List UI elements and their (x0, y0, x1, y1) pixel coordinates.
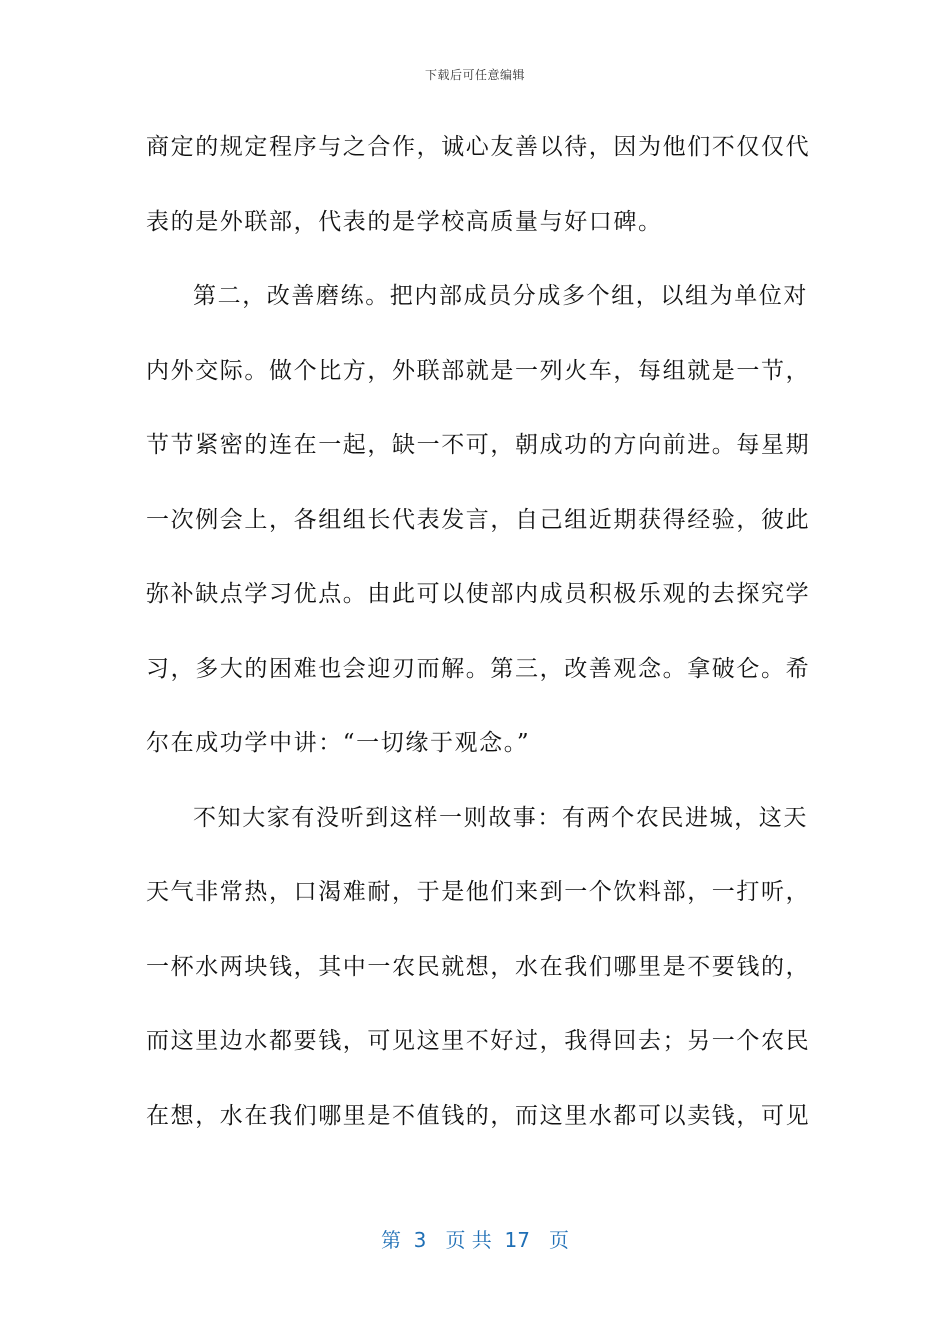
text-line: 一次例会上，各组组长代表发言，自己组近期获得经验，彼此 (146, 506, 811, 533)
text-line: 表的是外联部，代表的是学校高质量与好口碑。 (146, 208, 663, 235)
page-number-footer: 第 3 页 共 17 页 (380, 1228, 570, 1252)
text-line: 天气非常热，口渴难耐，于是他们来到一个饮料部，一打听， (146, 879, 811, 905)
text-line: 一杯水两块钱，其中一农民就想，水在我们哪里是不要钱的， (146, 953, 811, 980)
text-line: 不知大家有没听到这样一则故事：有两个农民进城，这天 (193, 804, 808, 831)
text-line: 内外交际。做个比方，外联部就是一列火车，每组就是一节， (146, 357, 811, 384)
text-line: 商定的规定程序与之合作，诚心友善以待，因为他们不仅仅代 (146, 134, 811, 160)
text-line: 第二，改善磨练。把内部成员分成多个组，以组为单位对 (193, 283, 808, 309)
page-header: 下载后可任意编辑 (424, 68, 525, 82)
text-line: 节节紧密的连在一起，缺一不可，朝成功的方向前进。每星期 (146, 432, 811, 458)
text-line: 尔在成功学中讲：“一切缘于观念。” (146, 730, 531, 756)
document-body (146, 122, 811, 1165)
text-line: 习，多大的困难也会迎刃而解。第三，改善观念。拿破仑。希 (146, 655, 811, 682)
text-line: 弥补缺点学习优点。由此可以使部内成员积极乐观的去探究学 (146, 581, 811, 607)
text-line: 而这里边水都要钱，可见这里不好过，我得回去；另一个农民 (146, 1028, 811, 1054)
text-line: 在想，水在我们哪里是不值钱的，而这里水都可以卖钱，可见 (146, 1102, 811, 1129)
